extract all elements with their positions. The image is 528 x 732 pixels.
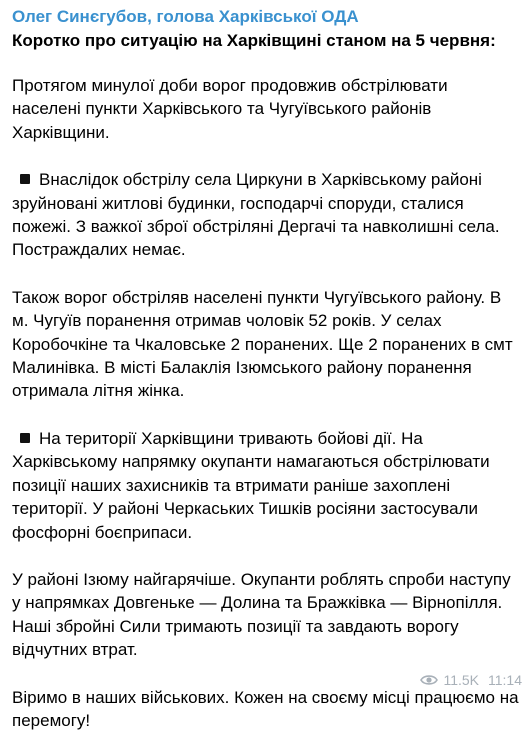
message-meta [420,672,522,688]
view-count: 11.5K [443,672,479,688]
paragraph-text: На території Харківщини тривають бойові дії. На Харківському напрямку окупанти намагаються обстрілювати позиції наших захисників та втримати раніше захоплені території. У районі Черкаських Тишків росіяни застосували фосфорні боєприпаси. [12,428,490,542]
message-paragraph: У районі Ізюму найгарячіше. Окупанти роблять спроби наступу у напрямках Довгеньке — Долина та Бражківка — Вірнопілля. Наші збройні Сили тримають позиції та завдають ворогу відчутних втрат. [12,569,511,660]
message-paragraph: Протягом минулої доби ворог продовжив обстрілювати населені пункти Харківського та Чугуївського районів Харківщини. [12,76,448,142]
message-paragraph: Також ворог обстріляв населені пункти Чугуївського району. В м. Чугуїв поранення отримав чоловік 52 років. У селах Коробочкіне та Чкаловське 2 поранених. Ще 2 поранених в смт Малинівка. В місті Балаклія Ізюмського району поранення отримала літня жінка. [12,287,513,401]
message-paragraph [12,427,520,544]
message-subject: Коротко про ситуацію на Харківщині станом на 5 червня: [12,31,496,50]
message-time: 11:14 [488,672,522,688]
message-paragraph [12,168,520,262]
black-square-icon [20,433,30,443]
paragraph-text: Внаслідок обстрілу села Циркуни в Харківському районі зруйновані житлові будинки, господарчі споруди, сталися пожежі. З важкої зброї обстріляні Дергачі та навколишні села. Постраждалих немає. [12,170,500,260]
eye-icon [420,674,438,686]
channel-name[interactable]: Олег Синєгубов, голова Харківської ОДА [12,7,359,26]
message-paragraph: Віримо в наших військових. Кожен на своєму місці працюємо на перемогу! [12,687,519,730]
black-square-icon [20,174,30,184]
